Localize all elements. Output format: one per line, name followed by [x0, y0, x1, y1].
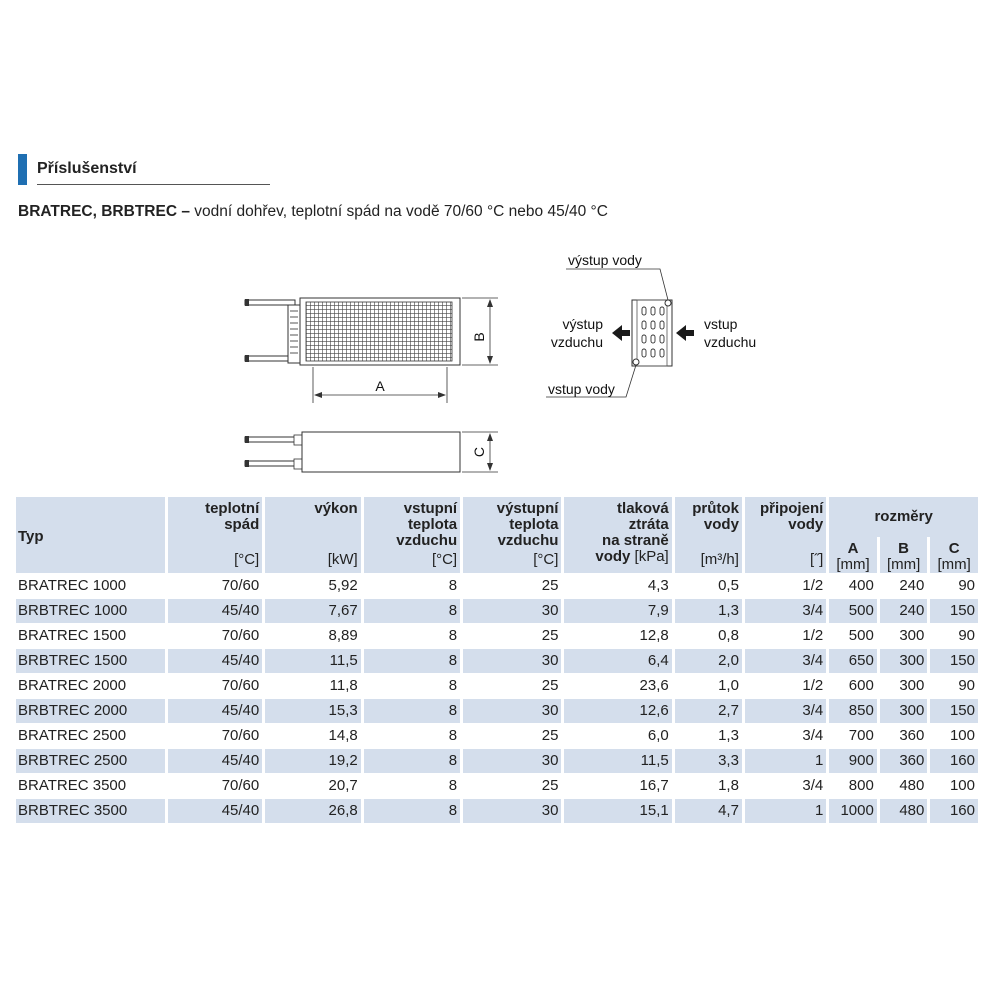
section-rule: [37, 184, 270, 185]
cell-dim-a: 600: [829, 673, 877, 698]
header-dim-b: B [mm]: [880, 537, 928, 573]
cell-prutok: 4,7: [675, 798, 742, 823]
cell-ztrata: 15,1: [564, 798, 671, 823]
section-heading: [18, 154, 270, 186]
cell-dim-b: 300: [880, 623, 928, 648]
label-dimension-b: B: [471, 332, 487, 342]
cell-typ: BRBTREC 1500: [16, 648, 165, 673]
cell-dim-c: 150: [930, 698, 978, 723]
table-row: [16, 623, 978, 648]
cell-pripojeni: 3/4: [745, 698, 826, 723]
cell-typ: BRATREC 2000: [16, 673, 165, 698]
cell-dim-c: 100: [930, 773, 978, 798]
header-prutok: průtok vody [m³/h]: [675, 497, 742, 573]
cell-pripojeni: 1/2: [745, 623, 826, 648]
cell-typ: BRBTREC 3500: [16, 798, 165, 823]
cell-dim-c: 160: [930, 748, 978, 773]
cell-typ: BRBTREC 2500: [16, 748, 165, 773]
cell-dim-c: 90: [930, 623, 978, 648]
table-row: [16, 748, 978, 773]
cell-spad: 45/40: [168, 748, 262, 773]
header-vstupni: vstupní teplota vzduchu [°C]: [364, 497, 460, 573]
cell-spad: 45/40: [168, 648, 262, 673]
cell-dim-c: 100: [930, 723, 978, 748]
cell-typ: BRATREC 3500: [16, 773, 165, 798]
cell-ztrata: 11,5: [564, 748, 671, 773]
cell-dim-c: 150: [930, 648, 978, 673]
label-air-outlet-2: vzduchu: [550, 334, 603, 350]
cell-vykon: 19,2: [265, 748, 360, 773]
cell-vystupni: 30: [463, 598, 561, 623]
top-view: [245, 432, 498, 472]
cell-prutok: 0,5: [675, 573, 742, 598]
table-row: [16, 723, 978, 748]
cell-dim-b: 360: [880, 748, 928, 773]
cell-vstupni: 8: [364, 623, 460, 648]
section-accent-bar: [18, 154, 27, 185]
cell-vykon: 7,67: [265, 598, 360, 623]
cell-vykon: 5,92: [265, 573, 360, 598]
cell-vykon: 15,3: [265, 698, 360, 723]
cell-ztrata: 12,6: [564, 698, 671, 723]
cell-dim-c: 90: [930, 673, 978, 698]
cell-vystupni: 25: [463, 573, 561, 598]
cell-dim-a: 800: [829, 773, 877, 798]
cell-spad: 70/60: [168, 773, 262, 798]
label-water-inlet: vstup vody: [548, 381, 615, 397]
cell-dim-b: 360: [880, 723, 928, 748]
cell-prutok: 2,0: [675, 648, 742, 673]
cell-vykon: 8,89: [265, 623, 360, 648]
cell-dim-a: 1000: [829, 798, 877, 823]
cell-dim-b: 480: [880, 798, 928, 823]
cell-dim-a: 400: [829, 573, 877, 598]
label-air-inlet-1: vstup: [704, 316, 738, 332]
cell-pripojeni: 3/4: [745, 723, 826, 748]
cell-ztrata: 4,3: [564, 573, 671, 598]
cell-dim-b: 300: [880, 673, 928, 698]
cell-vykon: 26,8: [265, 798, 360, 823]
cell-prutok: 2,7: [675, 698, 742, 723]
cell-ztrata: 7,9: [564, 598, 671, 623]
cell-dim-b: 240: [880, 598, 928, 623]
side-view: [546, 252, 756, 397]
cell-prutok: 1,8: [675, 773, 742, 798]
cell-vstupni: 8: [364, 573, 460, 598]
label-dimension-c: C: [471, 446, 487, 458]
cell-vykon: 11,8: [265, 673, 360, 698]
air-outlet-arrow: [612, 325, 630, 341]
cell-vykon: 11,5: [265, 648, 360, 673]
cell-spad: 45/40: [168, 698, 262, 723]
cell-dim-a: 900: [829, 748, 877, 773]
label-water-outlet: výstup vody: [568, 252, 642, 268]
cell-prutok: 0,8: [675, 623, 742, 648]
cell-dim-c: 90: [930, 573, 978, 598]
cell-vystupni: 25: [463, 623, 561, 648]
cell-spad: 45/40: [168, 598, 262, 623]
cell-pripojeni: 1/2: [745, 673, 826, 698]
cell-typ: BRATREC 2500: [16, 723, 165, 748]
cell-vstupni: 8: [364, 723, 460, 748]
cell-vykon: 20,7: [265, 773, 360, 798]
cell-vystupni: 25: [463, 723, 561, 748]
cell-spad: 70/60: [168, 623, 262, 648]
cell-spad: 70/60: [168, 723, 262, 748]
table-header-row: [16, 497, 978, 537]
cell-vystupni: 30: [463, 648, 561, 673]
table-body: [16, 573, 978, 823]
cell-vstupni: 8: [364, 648, 460, 673]
cell-vstupni: 8: [364, 598, 460, 623]
cell-dim-a: 650: [829, 648, 877, 673]
cell-typ: BRATREC 1500: [16, 623, 165, 648]
cell-vstupni: 8: [364, 748, 460, 773]
cell-vystupni: 30: [463, 798, 561, 823]
header-rozmery: rozměry: [829, 497, 978, 537]
table-row: [16, 673, 978, 698]
table-row: [16, 598, 978, 623]
cell-prutok: 3,3: [675, 748, 742, 773]
front-view: [245, 298, 498, 403]
air-inlet-arrow: [676, 325, 694, 341]
table-row: [16, 573, 978, 598]
cell-dim-c: 150: [930, 598, 978, 623]
table-row: [16, 648, 978, 673]
cell-pripojeni: 1/2: [745, 573, 826, 598]
cell-pripojeni: 3/4: [745, 598, 826, 623]
table-row: [16, 698, 978, 723]
header-pripojeni: připojení vody [˝]: [745, 497, 826, 573]
cell-dim-a: 500: [829, 623, 877, 648]
header-vykon: výkon [kW]: [265, 497, 360, 573]
label-dimension-a: A: [375, 378, 385, 394]
cell-prutok: 1,0: [675, 673, 742, 698]
cell-spad: 70/60: [168, 673, 262, 698]
label-air-outlet-1: výstup: [562, 316, 603, 332]
product-subtitle: [18, 203, 608, 221]
header-dim-c: C [mm]: [930, 537, 978, 573]
cell-dim-a: 700: [829, 723, 877, 748]
cell-dim-b: 300: [880, 698, 928, 723]
header-spad: teplotní spád [°C]: [168, 497, 262, 573]
cell-typ: BRBTREC 1000: [16, 598, 165, 623]
table-row: [16, 798, 978, 823]
header-ztrata: tlaková ztráta na straně vody [kPa]: [564, 497, 671, 573]
heater-drawing: [230, 245, 790, 485]
cell-dim-a: 850: [829, 698, 877, 723]
header-vystupni: výstupní teplota vzduchu [°C]: [463, 497, 561, 573]
cell-typ: BRBTREC 2000: [16, 698, 165, 723]
subtitle-models: BRATREC, BRBTREC –: [18, 203, 190, 220]
cell-vstupni: 8: [364, 798, 460, 823]
cell-prutok: 1,3: [675, 723, 742, 748]
cell-vstupni: 8: [364, 673, 460, 698]
cell-pripojeni: 1: [745, 798, 826, 823]
subtitle-description: vodní dohřev, teplotní spád na vodě 70/60 °C nebo 45/40 °C: [189, 203, 608, 220]
cell-vykon: 14,8: [265, 723, 360, 748]
cell-ztrata: 6,4: [564, 648, 671, 673]
header-typ: Typ: [16, 497, 165, 573]
cell-dim-b: 240: [880, 573, 928, 598]
cell-vystupni: 30: [463, 748, 561, 773]
cell-pripojeni: 3/4: [745, 773, 826, 798]
header-dim-a: A [mm]: [829, 537, 877, 573]
cell-ztrata: 6,0: [564, 723, 671, 748]
cell-dim-a: 500: [829, 598, 877, 623]
cell-vystupni: 25: [463, 673, 561, 698]
cell-prutok: 1,3: [675, 598, 742, 623]
cell-dim-c: 160: [930, 798, 978, 823]
cell-spad: 45/40: [168, 798, 262, 823]
cell-typ: BRATREC 1000: [16, 573, 165, 598]
spec-table: [13, 497, 981, 823]
cell-pripojeni: 1: [745, 748, 826, 773]
cell-spad: 70/60: [168, 573, 262, 598]
cell-dim-b: 300: [880, 648, 928, 673]
cell-ztrata: 12,8: [564, 623, 671, 648]
cell-vstupni: 8: [364, 698, 460, 723]
label-air-inlet-2: vzduchu: [704, 334, 757, 350]
table-row: [16, 773, 978, 798]
cell-ztrata: 23,6: [564, 673, 671, 698]
section-title: Příslušenství: [37, 160, 137, 177]
cell-ztrata: 16,7: [564, 773, 671, 798]
cell-vstupni: 8: [364, 773, 460, 798]
cell-vystupni: 25: [463, 773, 561, 798]
cell-vystupni: 30: [463, 698, 561, 723]
cell-dim-b: 480: [880, 773, 928, 798]
cell-pripojeni: 3/4: [745, 648, 826, 673]
